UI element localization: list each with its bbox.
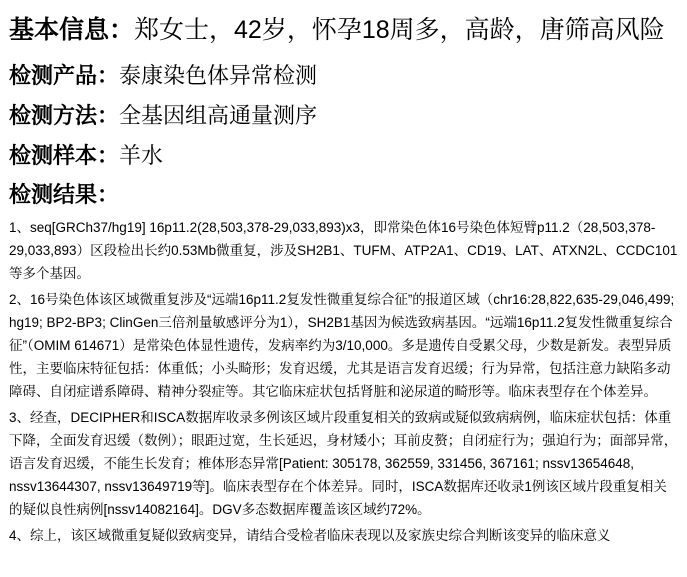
test-product-label: 检测产品： <box>9 63 120 88</box>
test-method-label: 检测方法： <box>9 102 120 128</box>
result-paragraph-3: 3、经查，DECIPHER和ISCA数据库收录多例该区域片段重复相关的致病或疑似致病病例，临床症状包括：体重下降，全面发育迟缓（数例）；眼距过宽，生长延迟，身材矮小；耳前皮赘；自闭症行为；强迫行为；面部异常，语言发育迟缓，不能生长发育；椎体形态异常[Patient: 305178, 362559, 331456, 367161; nssv13654648, nssv13644307, nssv13649719等]。临床表型存在个体差异。同时，ISCA数据库还收录1例该区域片段重复相关的疑似良性病例[nssv14082164]。DGV多态数据库覆盖该区域约72%。 <box>9 410 678 517</box>
basic-info-value: 郑女士，42岁，怀孕18周多，高龄，唐筛高风险 <box>134 16 665 44</box>
field-test-sample <box>9 144 679 168</box>
result-paragraphs <box>9 216 679 547</box>
test-sample-label: 检测样本： <box>9 142 120 168</box>
field-test-product <box>9 64 679 88</box>
test-product-value: 泰康染色体异常检测 <box>119 63 318 88</box>
test-method-value: 全基因组高通量测序 <box>119 102 318 128</box>
result-paragraph-2: 2、16号染色体该区域微重复涉及“远端16p11.2复发性微重复综合征”的报道区域（chr16:28,822,635-29,046,499; hg19; BP2-BP3; ClinGen三倍剂量敏感评分为1），SH2B1基因为候选致病基因。“远端16p11.2复发性微重复综合征”（OMIM 614671）是常染色体显性遗传，发病率约为3/10,000。多是遗传自受累父母，少数是新发。表型异质性，主要临床特征包括：体重低；小头畸形；发育迟缓，尤其是语言发育迟缓；行为异常，包括注意力缺陷多动障碍、自闭症谱系障碍、精神分裂症等。其它临床症状包括肾脏和泌尿道的畸形等。临床表型存在个体差异。 <box>9 292 675 399</box>
basic-info-label: 基本信息： <box>9 16 135 44</box>
result-paragraph-4: 4、综上，该区域微重复疑似致病变异，请结合受检者临床表现以及家族史综合判断该变异的临床意义 <box>9 528 611 543</box>
field-test-method <box>9 104 679 128</box>
test-sample-value: 羊水 <box>119 142 164 168</box>
test-result-label: 检测结果： <box>9 182 120 208</box>
field-test-result <box>9 183 679 207</box>
field-basic-info <box>9 17 679 44</box>
result-paragraph-1: 1、seq[GRCh37/hg19] 16p11.2(28,503,378-29,033,893)x3，即常染色体16号染色体短臂p11.2（28,503,378-29,033,893）区段检出长约0.53Mb微重复，涉及SH2B1、TUFM、ATP2A1、CD19、LAT、ATXN2L、CCDC101等多个基因。 <box>9 220 678 281</box>
